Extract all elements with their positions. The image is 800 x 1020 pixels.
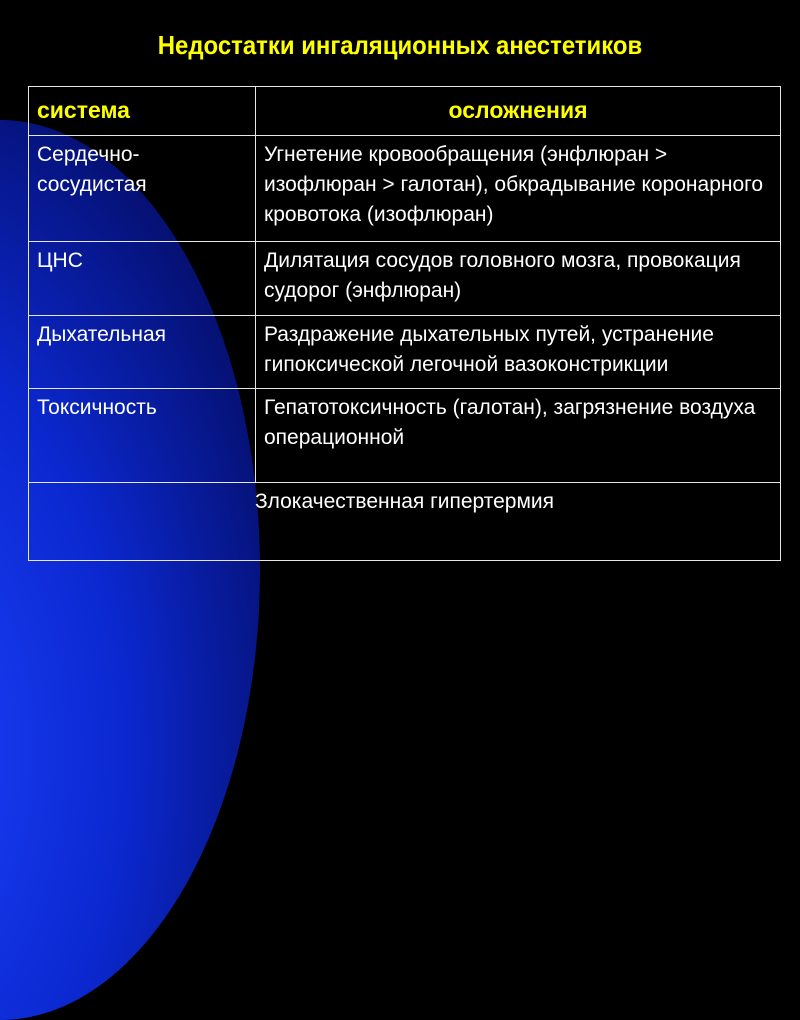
table-header-row	[29, 87, 781, 136]
row-system: Токсичность	[29, 389, 256, 483]
table-row	[29, 389, 781, 483]
row-system: Дыхательная	[29, 316, 256, 389]
table-footer-row	[29, 483, 781, 561]
table-row	[29, 316, 781, 389]
row-complication: Угнетение кровообращения (энфлюран > изофлюран > галотан), обкрадывание коронарного кровотока (изофлюран)	[256, 136, 781, 242]
table-row	[29, 242, 781, 316]
table-row	[29, 136, 781, 242]
row-complication: Дилятация сосудов головного мозга, провокация судорог (энфлюран)	[256, 242, 781, 316]
row-complication: Раздражение дыхательных путей, устранение гипоксической легочной вазоконстрикции	[256, 316, 781, 389]
row-complication: Гепатотоксичность (галотан), загрязнение воздуха операционной	[256, 389, 781, 483]
complications-table	[28, 86, 781, 561]
header-system: система	[29, 87, 256, 136]
row-system: ЦНС	[29, 242, 256, 316]
footer-malignant-hyperthermia: Злокачественная гипертермия	[29, 483, 781, 561]
header-complications: осложнения	[256, 87, 781, 136]
row-system: Сердечно-сосудистая	[29, 136, 256, 242]
slide-title: Недостатки ингаляционных анестетиков	[157, 30, 643, 60]
